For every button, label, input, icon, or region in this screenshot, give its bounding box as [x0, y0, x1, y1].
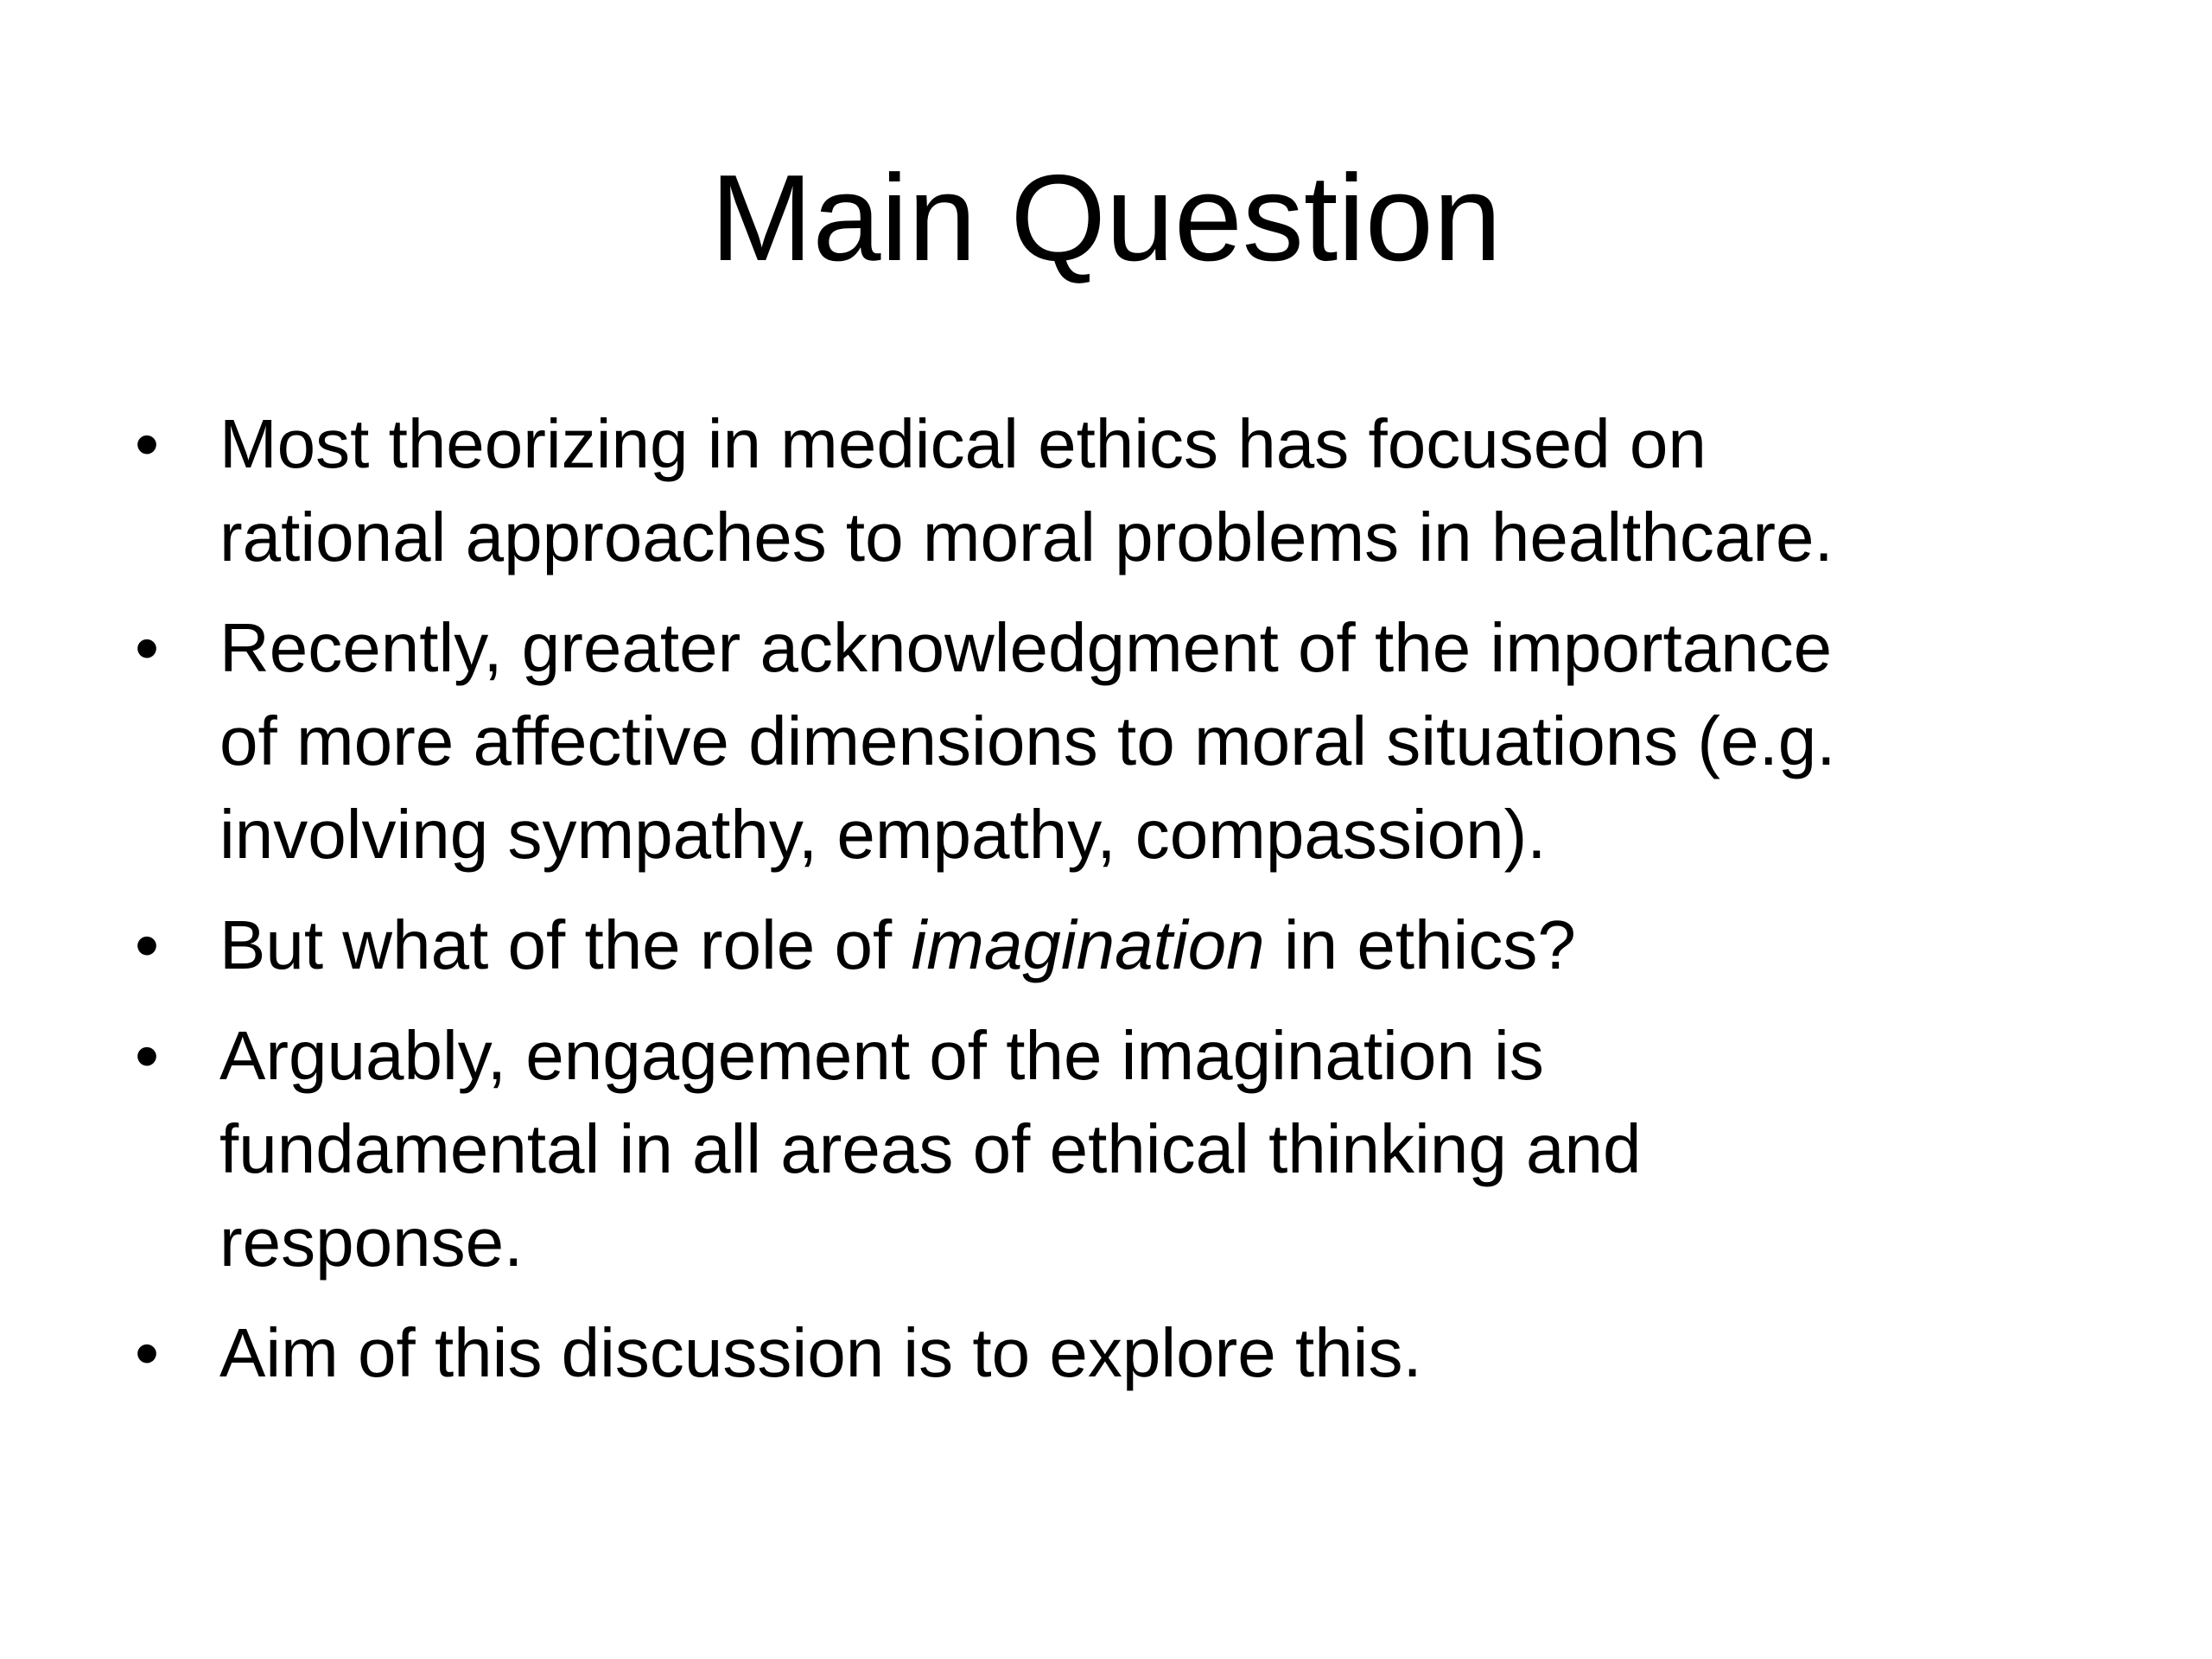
- bullet-text-line: response.: [219, 1204, 524, 1281]
- bullet-text-after-emphasis: in ethics?: [1264, 906, 1576, 983]
- bullet-item: [121, 899, 2126, 992]
- bullet-marker: •: [135, 906, 160, 983]
- bullet-text-line: Recently, greater acknowledgment of the importance: [219, 609, 1833, 686]
- bullet-text-before-emphasis: But what of the role of: [219, 906, 912, 983]
- bullet-text-line: [219, 899, 2126, 992]
- bullet-text-line: involving sympathy, empathy, compassion).: [219, 796, 1547, 873]
- bullet-item: [121, 601, 2126, 881]
- bullet-text-line: fundamental in all areas of ethical thinking and: [219, 1110, 1642, 1187]
- bullet-marker: •: [135, 1314, 160, 1391]
- bullet-list: [121, 397, 2126, 1417]
- bullet-marker: •: [135, 1017, 160, 1094]
- bullet-text-line: of more affective dimensions to moral situations (e.g.: [219, 702, 1836, 779]
- bullet-marker: •: [135, 405, 160, 482]
- emphasized-term: imagination: [911, 906, 1265, 983]
- bullet-text-line: rational approaches to moral problems in healthcare.: [219, 499, 1834, 575]
- slide-title: Main Question: [710, 149, 1502, 287]
- bullet-item: [121, 397, 2126, 584]
- bullet-text-line: Aim of this discussion is to explore this.: [219, 1314, 1422, 1391]
- bullet-marker: •: [135, 609, 160, 686]
- bullet-item: [121, 1306, 2126, 1400]
- bullet-item: [121, 1009, 2126, 1289]
- bullet-text-line: Most theorizing in medical ethics has focused on: [219, 405, 1707, 482]
- bullet-text-line: Arguably, engagement of the imagination is: [219, 1017, 1544, 1094]
